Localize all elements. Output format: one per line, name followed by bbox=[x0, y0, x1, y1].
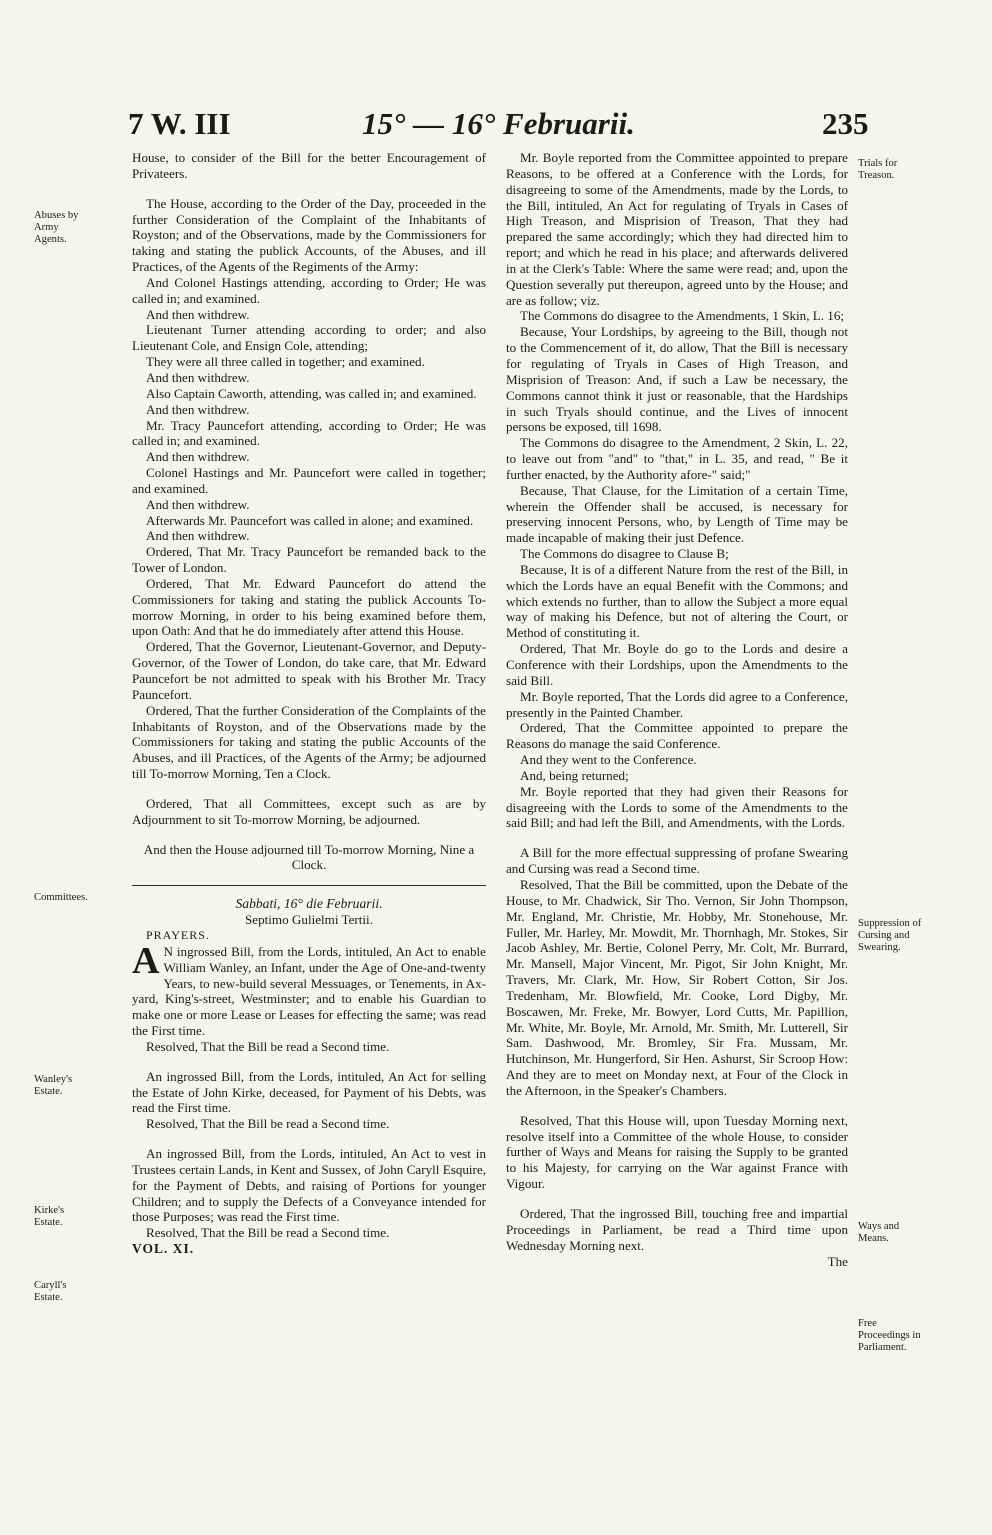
house-adjourned: And then the House adjourned till To-morrow Morning, Nine a Clock. bbox=[143, 841, 475, 873]
order-remand-tower: Ordered, That Mr. Tracy Pauncefort be remanded back to the Tower of London. bbox=[132, 544, 486, 576]
margin-note-abuses: Abuses by Army Agents. bbox=[34, 210, 79, 246]
resolved-second-reading-kirke: Resolved, That the Bill be read a Second time. bbox=[146, 1116, 390, 1132]
paragraph-because-commencement: Because, Your Lordships, by agreeing to the Bill, though not to the Commencement of it, do allow, That the Bill is necessary for regulating of Tryals in Cases of High Treason, and Misprision of Treason: And, if such a Law be necessary, the Commons cannot think it just or reasonable, that the Hardships in such Tryals should continue, and the Lives of innocent persons be exposed, till 1698. bbox=[506, 324, 848, 435]
order-committees-adjourned: Ordered, That all Committees, except such as are by Adjournment to sit To-morrow Morning, be adjourned. bbox=[132, 795, 486, 827]
order-tower-governors: Ordered, That the Governor, Lieutenant-Governor, and Deputy-Governor, of the Tower of London, do take care, that Mr. Edward Pauncefort be not admitted to speak with his Brother Mr. Tracy Pauncefort. bbox=[132, 639, 486, 702]
day-heading: Sabbati, 16° die Februarii. bbox=[235, 896, 383, 912]
volume-signature: VOL. XI. bbox=[132, 1241, 195, 1257]
prayers-heading: PRAYERS. bbox=[146, 927, 210, 942]
order-adjourn-royston: Ordered, That the further Consideration of the Complaints of the Inhabitants of Royston, and of the Observations made by the Commissioners for taking and stating the public Accounts of the Abuses, and ill Practices, of the Agents of the Army; be adjourned till To-morrow Morning, Ten a Clock. bbox=[132, 702, 486, 782]
left-column bbox=[132, 150, 486, 1257]
regnal-heading: Septimo Gulielmi Tertii. bbox=[245, 912, 373, 928]
order-boyle-conference: Ordered, That Mr. Boyle do go to the Lords and desire a Conference with their Lordships, upon the Amendments to the said Bill. bbox=[506, 641, 848, 688]
margin-note-swearing: Suppression of Cursing and Swearing. bbox=[858, 918, 922, 954]
paragraph-being-returned: And, being returned; bbox=[520, 767, 629, 783]
page-number: 235 bbox=[822, 106, 869, 141]
paragraph-privateers: House, to consider of the Bill for the better Encouragement of Privateers. bbox=[132, 150, 486, 181]
catchword: The bbox=[827, 1253, 848, 1269]
paragraph-lords-agree-conference: Mr. Boyle reported, That the Lords did agree to a Conference, presently in the Painted Chamber. bbox=[506, 688, 848, 720]
order-free-proceedings: Ordered, That the ingrossed Bill, touching free and impartial Proceedings in Parliament, be read a Third time upon Wednesday Morning next. bbox=[506, 1206, 848, 1253]
margin-note-trials: Trials for Treason. bbox=[858, 158, 898, 182]
margin-note-caryll: Caryll's Estate. bbox=[34, 1280, 67, 1304]
section-divider bbox=[132, 885, 486, 886]
paragraph-kirke-bill: An ingrossed Bill, from the Lords, intituled, An Act for selling the Estate of John Kirke, deceased, for Payment of his Debts, was read the First time. bbox=[132, 1068, 486, 1116]
margin-note-committees: Committees. bbox=[34, 892, 88, 903]
running-head-regnal-year: 7 W. III bbox=[128, 106, 231, 141]
right-column bbox=[506, 150, 848, 1269]
running-head-dates: 15° — 16° Februarii. bbox=[362, 106, 635, 141]
paragraph-pauncefort-alone: Afterwards Mr. Pauncefort was called in alone; and examined. bbox=[146, 512, 474, 528]
paragraph-went-to-conference: And they went to the Conference. bbox=[520, 752, 697, 768]
resolved-second-reading-caryll: Resolved, That the Bill be read a Second time. bbox=[146, 1225, 390, 1241]
paragraph-hastings-examined: And Colonel Hastings attending, according to Order; He was called in; and examined. bbox=[132, 274, 486, 306]
margin-note-kirke: Kirke's Estate. bbox=[34, 1205, 65, 1229]
margin-note-wanley: Wanley's Estate. bbox=[34, 1074, 73, 1098]
paragraph-boyle-reasons-given: Mr. Boyle reported that they had given their Reasons for disagreeing with the Lords to some of the Amendments to the said Bill; and had left the Bill, and Amendments, with the Lords. bbox=[506, 783, 848, 831]
paragraph-withdrew: And then withdrew. bbox=[146, 496, 250, 512]
margin-note-ways: Ways and Means. bbox=[858, 1221, 900, 1245]
order-committee-manage-conference: Ordered, That the Committee appointed to prepare the Reasons do manage the said Conference. bbox=[506, 720, 848, 752]
resolved-committee-members: Resolved, That the Bill be committed, upon the Debate of the House, to Mr. Chadwick, Sir Tho. Vernon, Sir John Thompson, Mr. England, Mr. Christie, Mr. Hobby, Mr. Stonehouse, Mr. Fuller, Mr. Harley, Mr. Mowdit, Mr. Thornhagh, Mr. Stokes, Sir Jacob Ashley, Mr. Bertie, Colonel Perry, Mr. Colt, Mr. Burrard, Mr. Mansell, Major Vincent, Mr. Pigot, Sir John Knight, Mr. Travers, Mr. Clark, Mr. How, Sir Robert Cotton, Sir Jos. Tredenham, Mr. Blowfield, Mr. Cooke, Lord Digby, Mr. Boscawen, Mr. Freke, Mr. Bowyer, Lord Cutts, Mr. Papillion, Mr. White, Mr. Boyle, Mr. Arnold, Mr. Smith, Mr. Lutterell, Sir Sam. Dashwood, Mr. Bromley, Sir Fra. Mussam, Mr. Hutchinson, Mr. Hungerford, Sir Hen. Ashurst, Sir Scroop How: And they are to meet on Monday next, at Four of the Clock in the Afternoon, in the Speaker's Chambers. bbox=[506, 876, 848, 1098]
paragraph-caryll-bill: An ingrossed Bill, from the Lords, intituled, An Act to vest in Trustees certain Lands, in Kent and Sussex, of John Caryll Esquire, for the Payment of Debts, and raising of Portions for younger Children; and to supply the Defects of a Conveyance intended for those Purposes; was read the First time. bbox=[132, 1146, 486, 1225]
paragraph-disagree-amendments: The Commons do disagree to the Amendments, 1 Skin, L. 16; bbox=[520, 308, 845, 324]
paragraph-because-different-nature: Because, It is of a different Nature from the rest of the Bill, in which the Lords have an equal Benefit with the Commons; and which extends no further, than to allow the Subject a more equal way of making his Defence, but not of altering the Court, or Method of constituting it. bbox=[506, 561, 848, 641]
paragraph-withdrew: And then withdrew. bbox=[146, 401, 250, 417]
paragraph-royston-complaint: The House, according to the Order of the Day, proceeded in the further Consideration of the Complaint of the Inhabitants of Royston; and of the Observations, made by the Commissioners for taking and stating the publick Accounts, of the Abuses, and ill Practices, of the Agents of the Regiments of the Army: bbox=[132, 195, 486, 275]
paragraph-hastings-pauncefort-together: Colonel Hastings and Mr. Pauncefort were called in together; and examined. bbox=[132, 465, 486, 496]
resolved-ways-and-means: Resolved, That this House will, upon Tuesday Morning next, resolve itself into a Committee of the whole House, to consider further of Ways and Means for raising the Supply to be granted to his Majesty, for carrying on the War against France with Vigour. bbox=[506, 1112, 848, 1192]
resolved-second-reading-wanley: Resolved, That the Bill be read a Second time. bbox=[146, 1038, 390, 1054]
paragraph-withdrew: And then withdrew. bbox=[146, 369, 250, 385]
paragraph-withdrew: And then withdrew. bbox=[146, 528, 250, 544]
paragraph-disagree-clause-b: The Commons do disagree to Clause B; bbox=[520, 546, 729, 562]
paragraph-turner-attending: Lieutenant Turner attending according to order; and also Lieutenant Cole, and Ensign Cole, attending; bbox=[132, 322, 486, 354]
paragraph-caworth-examined: Also Captain Caworth, attending, was called in; and examined. bbox=[146, 385, 477, 401]
paragraph-wanley-bill bbox=[132, 939, 486, 1039]
paragraph-tracy-pauncefort-examined: Mr. Tracy Pauncefort attending, according to Order; He was called in; and examined. bbox=[132, 417, 486, 449]
paragraph-three-examined: They were all three called in together; and examined. bbox=[146, 354, 425, 370]
paragraph-withdrew: And then withdrew. bbox=[146, 306, 250, 322]
paragraph-boyle-report: Mr. Boyle reported from the Committee appointed to prepare Reasons, to be offered at a Conference with the Lords, for disagreeing to some of the Amendments, made by the Lords, to the Bill, intituled, An Act for regulating of Tryals in Cases of High Treason, and Misprision of Treason, That they had prepared the same accordingly; which they had directed him to report; and which he read in his place; and afterwards delivered in at the Clerk's Table: Where the same were read; and, upon the Question severally put thereupon, agreed unto by the House; and are as follow; viz. bbox=[506, 150, 848, 308]
paragraph-disagree-amendment-two: The Commons do disagree to the Amendment, 2 Skin, L. 22, to leave out from "and" to "that," in L. 35, and read, " Be it further enacted, by the Authority afore-" said;" bbox=[506, 435, 848, 482]
margin-note-free: Free Proceedings in Parliament. bbox=[858, 1318, 921, 1354]
paragraph-swearing-bill: A Bill for the more effectual suppressing of profane Swearing and Cursing was read a Second time. bbox=[506, 845, 848, 877]
paragraph-because-limitation: Because, That Clause, for the Limitation of a certain Time, wherein the Offender shall be accused, is necessary for preserving innocent Persons, who, by Length of Time may be made incapable of making their just Defence. bbox=[506, 482, 848, 546]
wanley-bill-text: N ingrossed Bill, from the Lords, intituled, An Act to enable William Wanley, an Infant, under the Age of One-and-twenty Years, to new-build several Messuages, or Tenements, in Ax-yard, King's-street, Westminster; and to enable his Guardian to make one or more Lease or Leases for effecting the same; was read the First time. bbox=[132, 943, 486, 1039]
order-edward-pauncefort-attend: Ordered, That Mr. Edward Pauncefort do attend the Commissioners for taking and stating the publick Accounts To-morrow Morning, in order to his being examined before them, upon Oath: And that he do immediately after attend this House. bbox=[132, 575, 486, 639]
drop-capital: A bbox=[132, 939, 160, 982]
paragraph-withdrew: And then withdrew. bbox=[146, 449, 250, 465]
